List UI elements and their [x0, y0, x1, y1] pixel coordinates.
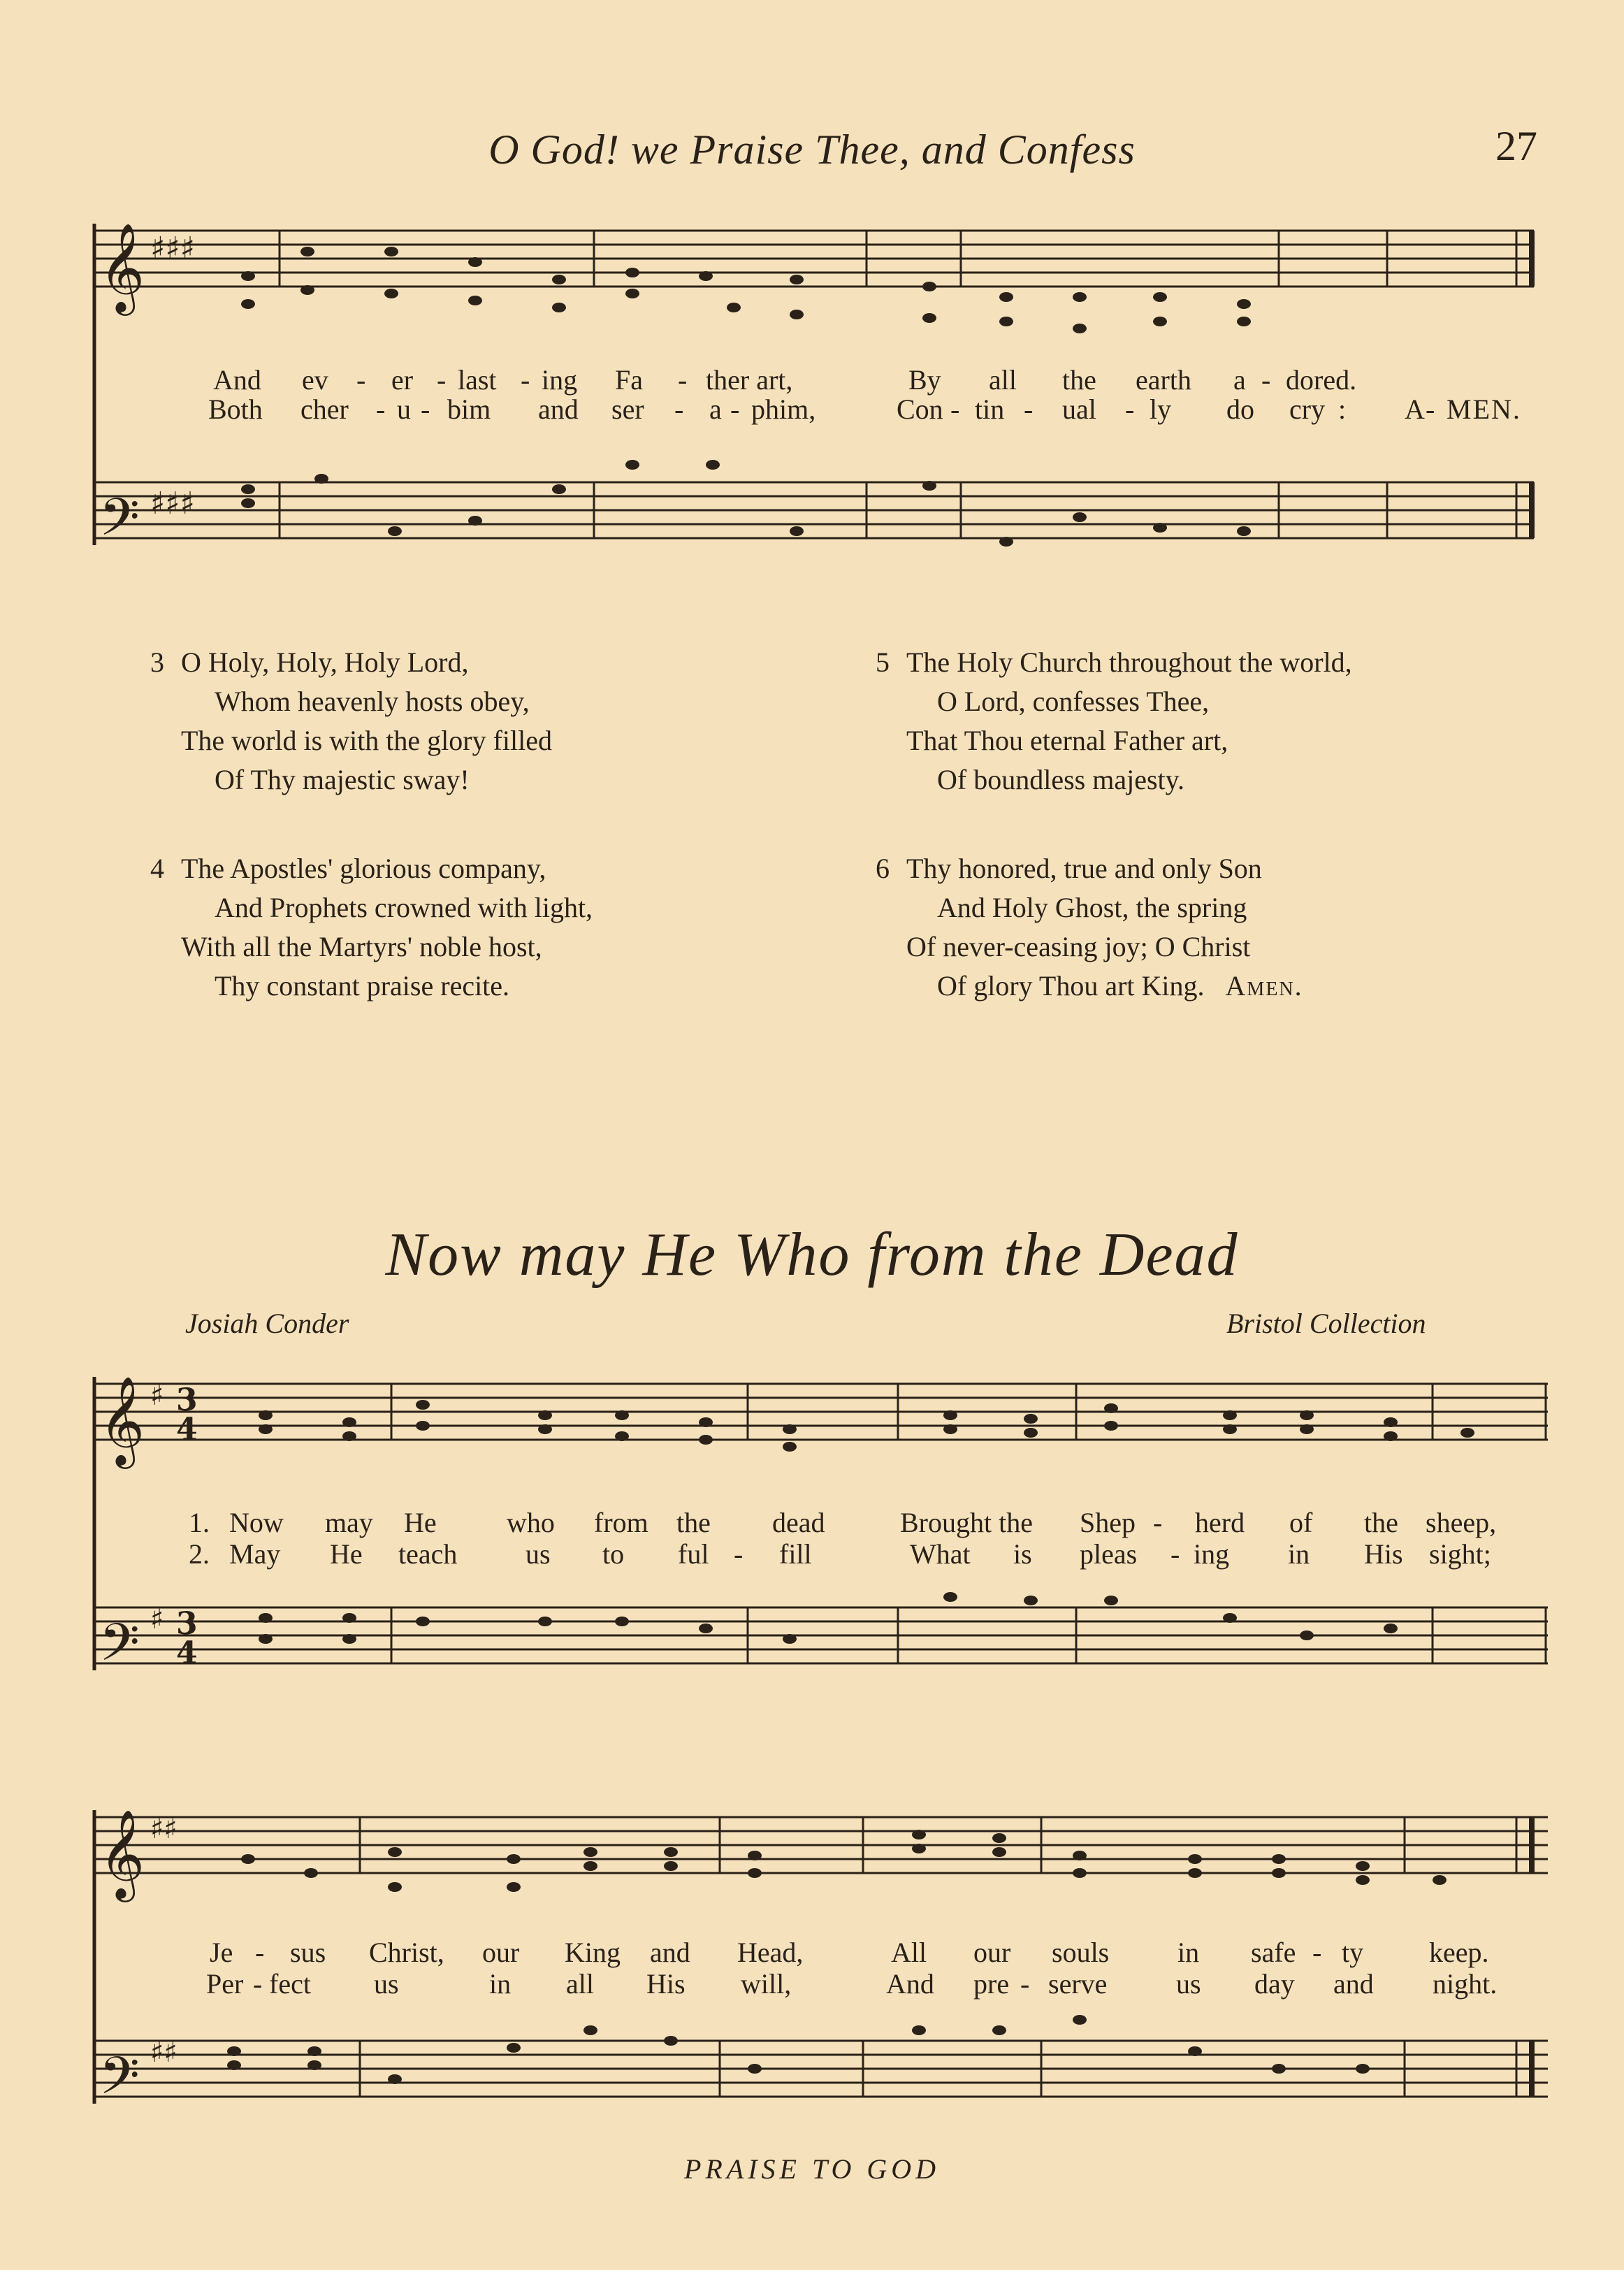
lyric: -	[674, 393, 684, 425]
stanza-line: O Lord, confesses Thee,	[937, 686, 1210, 717]
svg-text:♯♯♯: ♯♯♯	[150, 486, 195, 521]
lyric: in	[1177, 1937, 1200, 1968]
lyric: May	[229, 1538, 281, 1570]
lyric: the	[676, 1507, 711, 1538]
lyric: night.	[1433, 1968, 1498, 2000]
lyric: may	[325, 1507, 373, 1538]
lyric: -	[521, 364, 530, 396]
page-number: 27	[1495, 123, 1537, 169]
lyric: -	[1020, 1968, 1030, 2000]
lyric: -	[950, 393, 960, 425]
lyric: -	[1170, 1538, 1180, 1570]
svg-text:𝄞: 𝄞	[99, 1375, 145, 1465]
lyric: and	[650, 1937, 690, 1968]
lyric: Con	[897, 393, 943, 425]
stanza-line: Of boundless majesty.	[937, 764, 1185, 795]
stanza-line: Whom heavenly hosts obey,	[215, 686, 530, 717]
lyric: -	[421, 393, 430, 425]
lyric: day	[1254, 1968, 1295, 2000]
lyric: ual	[1062, 393, 1096, 425]
lyric: to	[602, 1538, 625, 1570]
lyric: ther art,	[706, 364, 793, 396]
lyric: Head,	[737, 1937, 804, 1968]
lyric: our	[973, 1937, 1011, 1968]
lyric: and	[538, 393, 579, 425]
stanza-3	[150, 643, 552, 800]
stanza-line: Thy honored, true and only Son	[906, 853, 1262, 884]
lyric: Fa	[615, 364, 643, 396]
svg-text:𝄞: 𝄞	[99, 1809, 145, 1898]
lyric: in	[489, 1968, 512, 2000]
lyric: all	[566, 1968, 594, 2000]
lyric: -	[255, 1937, 265, 1968]
lyric: ser	[611, 393, 644, 425]
lyric: All	[891, 1937, 927, 1968]
lyric: Now	[229, 1507, 284, 1538]
lyric: us	[525, 1538, 551, 1570]
lyric: -	[734, 1538, 744, 1570]
lyric: souls	[1052, 1937, 1110, 1968]
stanza-line: The Apostles' glorious company,	[181, 853, 546, 884]
lyric: will,	[741, 1968, 792, 2000]
lyric: His	[1364, 1538, 1403, 1570]
running-head: O God! we Praise Thee, and Confess	[488, 126, 1136, 173]
lyric: bim	[447, 393, 491, 425]
lyric: Shep	[1080, 1507, 1136, 1538]
stanza-line: Of never-ceasing joy; O Christ	[906, 931, 1251, 962]
stanza-line: The Holy Church throughout the world,	[906, 646, 1352, 678]
lyric: last	[458, 364, 497, 396]
lyric: us	[374, 1968, 399, 2000]
stanza-line: Of glory Thou art King.	[937, 970, 1205, 1002]
lyric: -	[730, 393, 740, 425]
lyric: ing	[542, 364, 578, 396]
svg-text:𝄢: 𝄢	[99, 487, 140, 561]
lyric: the	[1062, 364, 1096, 396]
lyric: His	[646, 1968, 686, 2000]
lyric: -	[376, 393, 386, 425]
lyric: ing	[1194, 1538, 1230, 1570]
lyric: -	[1125, 393, 1135, 425]
lyric: 1.	[189, 1507, 210, 1538]
lyric: in	[1288, 1538, 1310, 1570]
lyric: do	[1226, 393, 1254, 425]
lyric: -	[678, 364, 688, 396]
stanza-line: With all the Martyrs' noble host,	[181, 931, 542, 962]
time-sig-bottom-bass: 4	[176, 1635, 198, 1671]
lyric: phim,	[751, 393, 816, 425]
stanza-line: O Holy, Holy, Holy Lord,	[181, 646, 469, 678]
lyric: And	[213, 364, 261, 396]
time-sig-top-bass: 3	[176, 1606, 198, 1642]
lyric: of	[1289, 1507, 1313, 1538]
lyric: A	[1405, 393, 1425, 425]
lyric: who	[507, 1507, 555, 1538]
stanza-line: And Prophets crowned with light,	[215, 892, 593, 923]
stanza-number: 6	[876, 853, 890, 884]
lyric: cher	[300, 393, 349, 425]
hymn1-treble-staff	[94, 231, 1534, 287]
time-sig-bottom-treble: 4	[176, 1412, 198, 1447]
lyric: our	[482, 1937, 520, 1968]
stanza-line: And Holy Ghost, the spring	[937, 892, 1247, 923]
hymn2-sys2-treble-staff	[94, 1817, 1548, 1873]
page-footer: PRAISE TO GOD	[683, 2153, 941, 2185]
stanza-line: Of Thy majestic sway!	[215, 764, 470, 795]
hymn1-bass-staff	[94, 482, 1534, 538]
lyric: dead	[772, 1507, 825, 1538]
lyric: teach	[398, 1538, 458, 1570]
lyric: u	[397, 393, 411, 425]
lyric: sight;	[1429, 1538, 1491, 1570]
stanza-line: Thy constant praise recite.	[215, 970, 510, 1002]
svg-text:♯: ♯	[150, 1380, 164, 1412]
lyric: ev	[302, 364, 328, 396]
stanza-number: 5	[876, 646, 890, 678]
lyric: and	[1333, 1968, 1374, 2000]
lyric: cry	[1289, 393, 1326, 425]
lyric: pleas	[1080, 1538, 1138, 1570]
lyric: He	[404, 1507, 437, 1538]
lyric: pre	[973, 1968, 1010, 2000]
lyric: is	[1013, 1538, 1032, 1570]
lyric: er	[391, 364, 414, 396]
lyric: -	[1153, 1507, 1163, 1538]
lyric: keep.	[1429, 1937, 1489, 1968]
lyric: He	[330, 1538, 363, 1570]
lyric: ful	[678, 1538, 709, 1570]
stanza-line: That Thou eternal Father art,	[906, 725, 1228, 756]
svg-text:♯♯♯: ♯♯♯	[150, 231, 195, 266]
lyric: MEN.	[1447, 393, 1521, 425]
lyric: And	[886, 1968, 934, 2000]
svg-text:♯♯: ♯♯	[150, 1813, 177, 1845]
stanza-6	[876, 849, 1303, 1006]
lyric: Both	[208, 393, 263, 425]
lyric: :	[1338, 393, 1347, 425]
lyric: -	[437, 364, 447, 396]
hymn2-sys1-treble-staff	[94, 1384, 1548, 1440]
tune-credit: Bristol Collection	[1226, 1308, 1426, 1339]
lyric: -	[253, 1968, 263, 2000]
lyric: a	[1233, 364, 1246, 396]
amen: Amen.	[1225, 970, 1303, 1002]
lyric: a	[709, 393, 722, 425]
lyric: the	[1364, 1507, 1398, 1538]
svg-text:♯♯: ♯♯	[150, 2037, 177, 2069]
stanza-5	[876, 643, 1352, 800]
lyric: What	[910, 1538, 971, 1570]
lyric: -	[1024, 393, 1034, 425]
time-sig-top-treble: 3	[176, 1382, 198, 1418]
lyric: all	[989, 364, 1017, 396]
svg-text:𝄞: 𝄞	[99, 222, 145, 312]
svg-text:♯: ♯	[150, 1603, 164, 1635]
lyric: -	[1261, 364, 1271, 396]
lyric: safe	[1251, 1937, 1296, 1968]
lyric: By	[908, 364, 941, 396]
svg-text:𝄢: 𝄢	[99, 2046, 140, 2119]
lyric: sus	[290, 1937, 326, 1968]
lyric: us	[1176, 1968, 1201, 2000]
hymn2-sys1-bass-staff	[94, 1607, 1548, 1663]
lyric: tin	[975, 393, 1005, 425]
lyric: Christ,	[369, 1937, 444, 1968]
stanza-number: 3	[150, 646, 164, 678]
hymn-title: Now may He Who from the Dead	[385, 1221, 1239, 1289]
stanza-number: 4	[150, 853, 164, 884]
lyric: Per	[206, 1968, 244, 2000]
lyric: from	[594, 1507, 648, 1538]
lyric: fill	[779, 1538, 812, 1570]
lyric: fect	[269, 1968, 311, 2000]
lyric: King	[565, 1937, 621, 1968]
stanza-line: The world is with the glory filled	[181, 725, 553, 756]
lyric: -	[356, 364, 366, 396]
lyric: ly	[1150, 393, 1172, 425]
lyric: -	[1426, 393, 1435, 425]
lyric: 2.	[189, 1538, 210, 1570]
lyric: earth	[1136, 364, 1191, 396]
lyric: dored.	[1286, 364, 1357, 396]
lyric: Je	[210, 1937, 233, 1968]
lyric: herd	[1195, 1507, 1245, 1538]
author-credit: Josiah Conder	[185, 1308, 349, 1339]
stanza-4	[150, 849, 593, 1006]
lyric: ty	[1342, 1937, 1364, 1968]
lyric: Brought the	[900, 1507, 1033, 1538]
svg-text:𝄢: 𝄢	[99, 1612, 140, 1686]
lyric: serve	[1048, 1968, 1108, 2000]
lyric: -	[1312, 1937, 1322, 1968]
lyric: sheep,	[1426, 1507, 1497, 1538]
